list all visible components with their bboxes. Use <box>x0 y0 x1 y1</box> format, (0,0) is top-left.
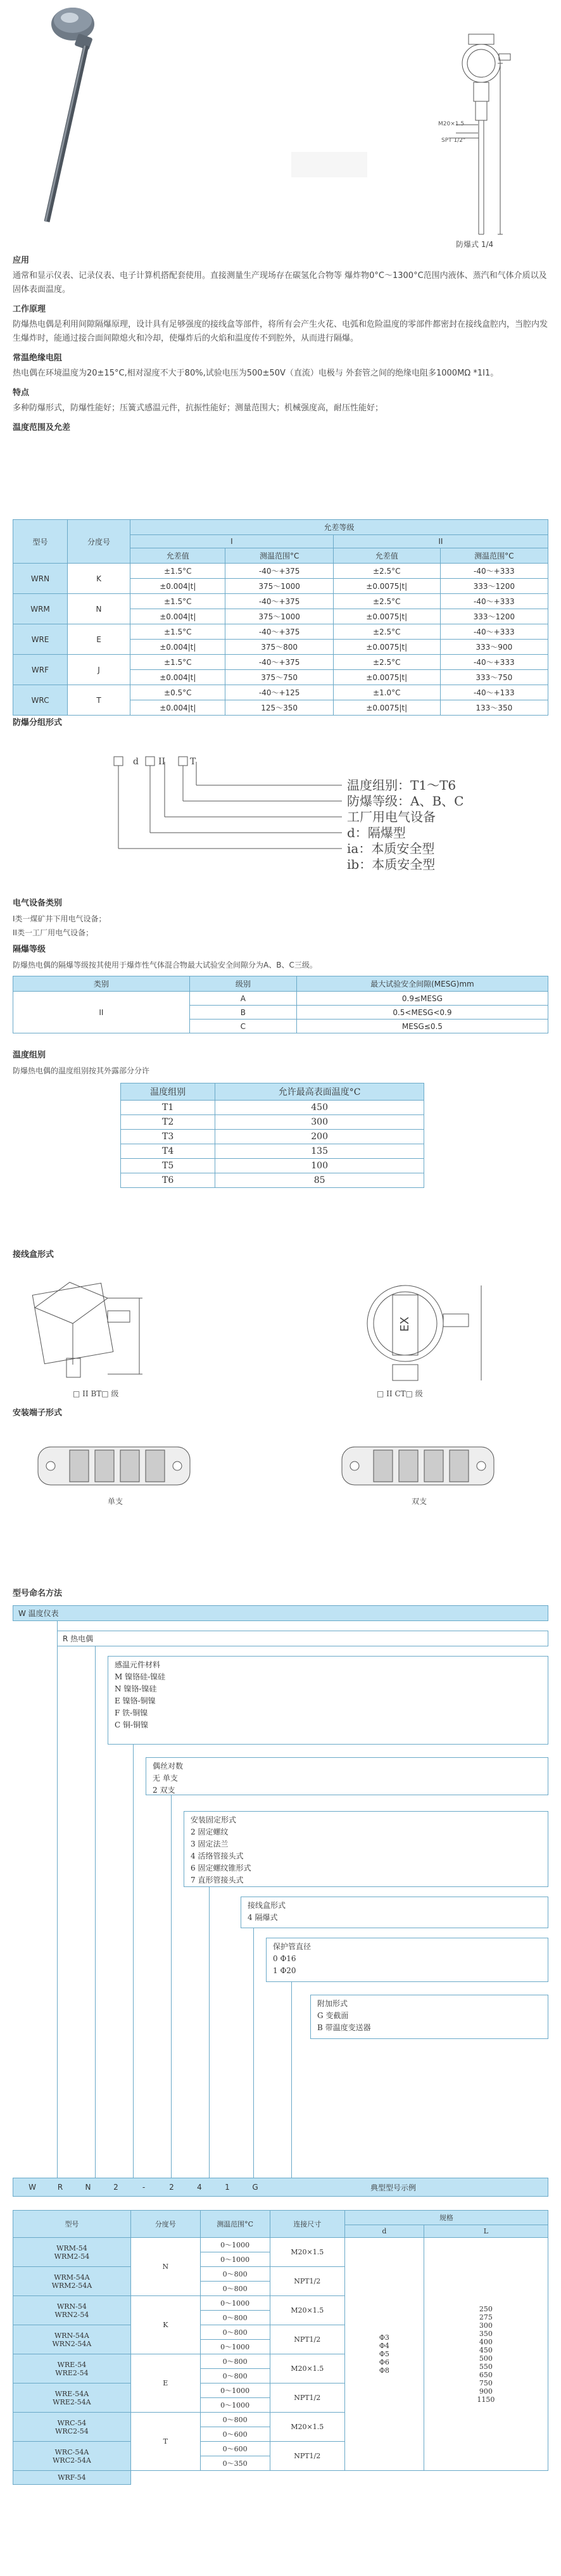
cell-group: T5 <box>121 1159 215 1173</box>
spec-model: WRC-54 WRC2-54 <box>13 2413 131 2442</box>
cell-cat: II <box>13 992 190 1033</box>
cell-a1: ±1.5°C <box>130 594 225 609</box>
feat-text: 多种防爆形式，防爆性能好；压簧式感温元件，抗振性能好；测量范围大；机械强度高，耐压性能好； <box>13 403 384 413</box>
spec-range: 0～1000 <box>200 2383 270 2398</box>
th-spec-range: 测温范围°C <box>200 2211 270 2238</box>
naming-item: 1 Φ20 <box>273 1966 296 1975</box>
spec-conn: M20×1.5 <box>270 2296 344 2325</box>
category-title: 电气设备类别 <box>13 899 63 908</box>
ex-line-1: 温度组别：T1～T6 <box>347 778 457 793</box>
cell-code: K <box>67 564 130 594</box>
th-spec: 规格 <box>344 2211 548 2225</box>
spec-conn: NPT1/2 <box>270 2383 344 2413</box>
range-title: 温度范围及允差 <box>13 423 71 432</box>
cell-a4: 375～1000 <box>225 579 333 594</box>
cell-a3: ±0.004|t| <box>130 700 225 716</box>
cell-grade: B <box>189 1006 296 1020</box>
spec-conn: NPT1/2 <box>270 2267 344 2296</box>
naming-item: 0 Φ16 <box>273 1954 296 1963</box>
mount-drawings <box>13 1422 548 1517</box>
cell-b4: 133～350 <box>440 700 548 716</box>
cell-a4: 375～800 <box>225 640 333 655</box>
spec-code: E <box>130 2354 200 2413</box>
spec-model: WRC-54A WRC2-54A <box>13 2442 131 2471</box>
spec-range: 0～600 <box>200 2427 270 2442</box>
spec-table-section <box>13 2210 548 2485</box>
cell-b1: ±2.5°C <box>333 655 440 670</box>
cell-temp: 135 <box>215 1144 424 1159</box>
naming-diagram <box>13 1605 548 2245</box>
cell-b4: 333～1200 <box>440 609 548 624</box>
model-char: 2 <box>113 2183 118 2192</box>
cell-code: E <box>67 624 130 655</box>
cell-b3: ±0.0075|t| <box>333 579 440 594</box>
model-example-bar <box>13 2178 548 2197</box>
spt-label: SPT 1/2" <box>441 137 466 144</box>
cell-a2: -40～+375 <box>225 594 333 609</box>
th-code: 分度号 <box>67 520 130 564</box>
env-text: 热电偶在环境温度为20±15°C,相对湿度不大于80%,试验电压为500±50V（直流）电极与 外套管之间的绝缘电阻多1000MΩ *1I1。 <box>13 369 499 378</box>
spec-range: 0～1000 <box>200 2398 270 2413</box>
naming-item: 4 活络管接头式 <box>191 1852 244 1860</box>
cell-a1: ±1.5°C <box>130 655 225 670</box>
range-table <box>13 519 548 716</box>
cell-temp: 200 <box>215 1130 424 1144</box>
spec-conn: NPT1/2 <box>270 2442 344 2471</box>
model-char: - <box>142 2183 146 2192</box>
cell-a1: ±1.5°C <box>130 624 225 640</box>
cell-b4: 333～1200 <box>440 579 548 594</box>
naming-item: E 镍铬-铜镍 <box>115 1696 156 1705</box>
naming-item: 7 直形管接头式 <box>191 1876 244 1885</box>
spec-model: WRN-54A WRN2-54A <box>13 2325 131 2354</box>
spec-range: 0～800 <box>200 2354 270 2369</box>
th-cat: 类别 <box>13 976 190 992</box>
ex-line-2: 防爆等级：A、B、C <box>347 793 464 809</box>
cell-b1: ±2.5°C <box>333 624 440 640</box>
spec-range: 0～1000 <box>200 2296 270 2311</box>
th-spec-model: 型号 <box>13 2211 131 2238</box>
cell-b4: 333～900 <box>440 640 548 655</box>
spec-L: 250 275 300 350 400 450 500 550 650 750 900 1150 <box>424 2238 548 2471</box>
model-char: 2 <box>169 2183 174 2192</box>
naming-item: G 变截面 <box>317 2011 349 2020</box>
th-model: 型号 <box>13 520 68 564</box>
cell-a4: 125～350 <box>225 700 333 716</box>
box-jbox: 接线盒形式 4 隔爆式 <box>241 1897 548 1928</box>
env-title: 常温绝缘电阻 <box>13 353 63 363</box>
th-II: II <box>333 535 548 548</box>
mark-d: d <box>133 757 139 767</box>
spec-last-model: WRF-54 <box>13 2471 131 2485</box>
th-range-2: 测温范围°C <box>440 548 548 564</box>
ex-mark-title: 防爆分组形式 <box>13 718 63 728</box>
spec-code: K <box>130 2296 200 2354</box>
svg-text:M20×1.5: M20×1.5 <box>438 121 465 127</box>
cell-model: WRM <box>13 594 68 624</box>
cell-grade: C <box>189 1020 296 1033</box>
th-grade: 级别 <box>189 976 296 992</box>
spec-range: 0～1000 <box>200 2340 270 2354</box>
spec-range: 0～800 <box>200 2267 270 2282</box>
category-line-1: I类一煤矿井下用电气设备； <box>13 914 106 923</box>
ex-mark-section <box>13 716 548 905</box>
spec-model: WRE-54 WRE2-54 <box>13 2354 131 2383</box>
spec-code: T <box>130 2413 200 2471</box>
cell-a3: ±0.004|t| <box>130 609 225 624</box>
model-char: 1 <box>225 2183 230 2192</box>
hero-illustration <box>0 0 561 253</box>
spec-range: 0～800 <box>200 2311 270 2325</box>
cell-model: WRE <box>13 624 68 655</box>
th-spec-d: d <box>344 2225 424 2238</box>
box-cap-left: □ II BT□ 级 <box>73 1389 119 1398</box>
grade-table <box>13 976 548 1033</box>
cell-code: T <box>67 685 130 716</box>
cell-code: J <box>67 655 130 685</box>
app-text: 通常和显示仪表、记录仪表、电子计算机搭配套使用。直接测量生产现场存在碳氢化合物等 爆炸物0°C～1300°C范围内液体、蒸汽和气体介质以及固体表面温度。 <box>13 271 547 294</box>
bar-r: R 热电偶 <box>57 1631 548 1646</box>
spec-conn: M20×1.5 <box>270 2354 344 2383</box>
principle-text: 防爆热电偶是利用间隙隔爆原理，设计具有足够强度的接线盒等部件，将所有会产生火花、电弧和危险温度的零部件都密封在接线盒腔内，当腔内发生爆炸时，能通过接合面间隙熄火和冷却，使爆炸后的火焰和温度传不到腔外，从而进行隔爆。 <box>13 320 548 343</box>
spec-code: N <box>130 2238 200 2296</box>
cell-b3: ±0.0075|t| <box>333 640 440 655</box>
ex-mark-diagram <box>13 731 548 902</box>
naming-item: 6 固定螺纹锥形式 <box>191 1864 251 1872</box>
spec-conn: M20×1.5 <box>270 2238 344 2267</box>
range-table-section <box>13 519 548 716</box>
ex-line-3: 工厂用电气设备 <box>347 809 436 824</box>
spec-range: 0～600 <box>200 2442 270 2456</box>
naming-item: F 铁-铜镍 <box>115 1708 148 1717</box>
model-char: N <box>85 2183 91 2192</box>
box-cap-right: □ II CT□ 级 <box>377 1389 423 1398</box>
spec-range: 0～1000 <box>200 2252 270 2267</box>
tgroup-section <box>13 1048 548 1188</box>
th-tolval-2: 允差值 <box>333 548 440 564</box>
spec-conn: M20×1.5 <box>270 2413 344 2442</box>
spec-range: 0～800 <box>200 2413 270 2427</box>
naming-item: 无 单支 <box>153 1774 178 1783</box>
cell-a2: -40～+375 <box>225 564 333 579</box>
mount-title: 安装端子形式 <box>13 1408 63 1418</box>
spec-range: 0～1000 <box>200 2238 270 2252</box>
box-section <box>13 1247 548 1411</box>
cell-a1: ±0.5°C <box>130 685 225 700</box>
th-group: 温度组别 <box>121 1083 215 1101</box>
cell-temp: 450 <box>215 1101 424 1115</box>
cell-gap: 0.9≤MESG <box>296 992 548 1006</box>
grade-title: 隔爆等级 <box>13 945 46 954</box>
ex-label: EX <box>398 1316 412 1332</box>
cell-a3: ±0.004|t| <box>130 670 225 685</box>
box-title: 接线盒形式 <box>13 1250 54 1260</box>
spec-conn: NPT1/2 <box>270 2325 344 2354</box>
box-drawings <box>13 1263 548 1409</box>
cell-a3: ±0.004|t| <box>130 640 225 655</box>
tgroup-title: 温度组别 <box>13 1051 46 1060</box>
cell-b4: 333～750 <box>440 670 548 685</box>
cell-b2: -40～+133 <box>440 685 548 700</box>
hero-caption: 防爆式 1/4 <box>456 240 494 249</box>
model-char: 4 <box>197 2183 202 2192</box>
cell-a3: ±0.004|t| <box>130 579 225 594</box>
box-material: 感温元件材料 M 镍铬硅-镍硅 N 镍铬-镍硅 E 镍铬-铜镍 F 铁-铜镍 C 铜-铜镍 <box>108 1656 548 1745</box>
cell-gap: MESG≤0.5 <box>296 1020 548 1033</box>
spec-d: Φ3 Φ4 Φ5 Φ6 Φ8 <box>344 2238 424 2471</box>
spec-model: WRM-54 WRM2-54 <box>13 2238 131 2267</box>
cell-a4: 375～1000 <box>225 609 333 624</box>
ex-line-6: ib：本质安全型 <box>347 857 436 872</box>
cell-temp: 100 <box>215 1159 424 1173</box>
cell-b1: ±1.0°C <box>333 685 440 700</box>
grade-text: 防爆热电偶的隔爆等级按其使用于爆炸性气体混合物最大试验安全间隙分为A、B、C三级。 <box>13 961 317 969</box>
model-char: R <box>57 2183 63 2192</box>
cell-b3: ±0.0075|t| <box>333 609 440 624</box>
cell-b3: ±0.0075|t| <box>333 670 440 685</box>
cell-b1: ±2.5°C <box>333 594 440 609</box>
cell-group: T4 <box>121 1144 215 1159</box>
th-spec-code: 分度号 <box>130 2211 200 2238</box>
cell-b2: -40～+333 <box>440 594 548 609</box>
category-line-2: II类一工厂用电气设备； <box>13 928 94 937</box>
cell-a1: ±1.5°C <box>130 564 225 579</box>
th-spec-L: L <box>424 2225 548 2238</box>
cell-a2: -40～+375 <box>225 655 333 670</box>
th-gap: 最大试验安全间隙(MESG)mm <box>296 976 548 992</box>
cell-group: T3 <box>121 1130 215 1144</box>
model-char: W <box>28 2183 36 2192</box>
cell-model: WRC <box>13 685 68 716</box>
cell-b1: ±2.5°C <box>333 564 440 579</box>
tgroup-table <box>120 1083 424 1188</box>
cell-b3: ±0.0075|t| <box>333 700 440 716</box>
box-diameter: 保护管直径 0 Φ16 1 Φ20 <box>266 1938 548 1982</box>
ex-line-5: ia：本质安全型 <box>347 841 435 856</box>
spec-model: WRN-54 WRN2-54 <box>13 2296 131 2325</box>
th-I: I <box>130 535 334 548</box>
spec-range: 0～350 <box>200 2456 270 2471</box>
naming-item: 2 双支 <box>153 1786 175 1795</box>
box-extra: 附加形式 G 变截面 B 带温度变送器 <box>310 1995 548 2039</box>
category-section <box>13 896 548 1033</box>
cell-b2: -40～+333 <box>440 624 548 640</box>
cell-a4: 375～750 <box>225 670 333 685</box>
cell-temp: 85 <box>215 1173 424 1188</box>
cell-model: WRN <box>13 564 68 594</box>
mount-cap-left: 单支 <box>108 1497 123 1506</box>
box-pairs: 偶丝对数 无 单支 2 双支 <box>146 1757 548 1795</box>
thermocouple-photo <box>46 8 94 222</box>
naming-item: C 铜-铜镍 <box>115 1720 149 1729</box>
model-note: 典型型号示例 <box>370 2183 416 2192</box>
ex-line-4: d：隔爆型 <box>347 825 406 840</box>
spec-range: 0～800 <box>200 2282 270 2296</box>
th-spec-conn: 连接尺寸 <box>270 2211 344 2238</box>
spec-model: WRM-54A WRM2-54A <box>13 2267 131 2296</box>
th-temp: 允许最高表面温度°C <box>215 1083 424 1101</box>
model-char: G <box>252 2183 258 2192</box>
cell-group: T1 <box>121 1101 215 1115</box>
cell-a2: -40～+125 <box>225 685 333 700</box>
bar-w: W 温度仪表 <box>13 1605 548 1621</box>
cell-grade: A <box>189 992 296 1006</box>
spec-table <box>13 2210 548 2485</box>
cell-group: T6 <box>121 1173 215 1188</box>
spec-range: 0～800 <box>200 2369 270 2383</box>
tgroup-text: 防爆热电偶的温度组别按其外露部分分许 <box>13 1066 150 1075</box>
mark-T: T <box>190 757 196 767</box>
cell-model: WRF <box>13 655 68 685</box>
naming-item: N 镍铬-镍硅 <box>115 1684 157 1693</box>
naming-item: 3 固定法兰 <box>191 1840 229 1848</box>
cell-b2: -40～+333 <box>440 655 548 670</box>
naming-item: B 带温度变送器 <box>317 2023 371 2032</box>
mark-II: II <box>158 757 166 767</box>
cell-a2: -40～+375 <box>225 624 333 640</box>
spec-range: 0～800 <box>200 2325 270 2340</box>
naming-item: 4 隔爆式 <box>248 1913 278 1922</box>
mount-cap-right: 双支 <box>412 1497 427 1506</box>
th-range-1: 测温范围°C <box>225 548 333 564</box>
app-title: 应用 <box>13 256 30 265</box>
naming-title-section <box>13 1586 548 1602</box>
cell-code: N <box>67 594 130 624</box>
th-tolval-1: 允差值 <box>130 548 225 564</box>
cell-gap: 0.5<MESG<0.9 <box>296 1006 548 1020</box>
mount-section <box>13 1406 548 1519</box>
cell-b2: -40～+333 <box>440 564 548 579</box>
intro-section <box>13 253 548 436</box>
technical-drawing <box>450 34 510 234</box>
spec-model: WRE-54A WRE2-54A <box>13 2383 131 2413</box>
naming-item: M 镍铬硅-镍硅 <box>115 1672 166 1681</box>
cell-temp: 300 <box>215 1115 424 1130</box>
th-tol: 允差等级 <box>130 520 548 535</box>
box-mount: 安装固定形式 2 固定螺纹 3 固定法兰 4 活络管接头式 6 固定螺纹锥形式 7 直形管接头式 <box>184 1811 548 1887</box>
principle-title: 工作原理 <box>13 305 46 314</box>
feat-title: 特点 <box>13 388 30 398</box>
cell-group: T2 <box>121 1115 215 1130</box>
naming-title: 型号命名方法 <box>13 1589 63 1598</box>
naming-item: 2 固定螺纹 <box>191 1828 229 1836</box>
